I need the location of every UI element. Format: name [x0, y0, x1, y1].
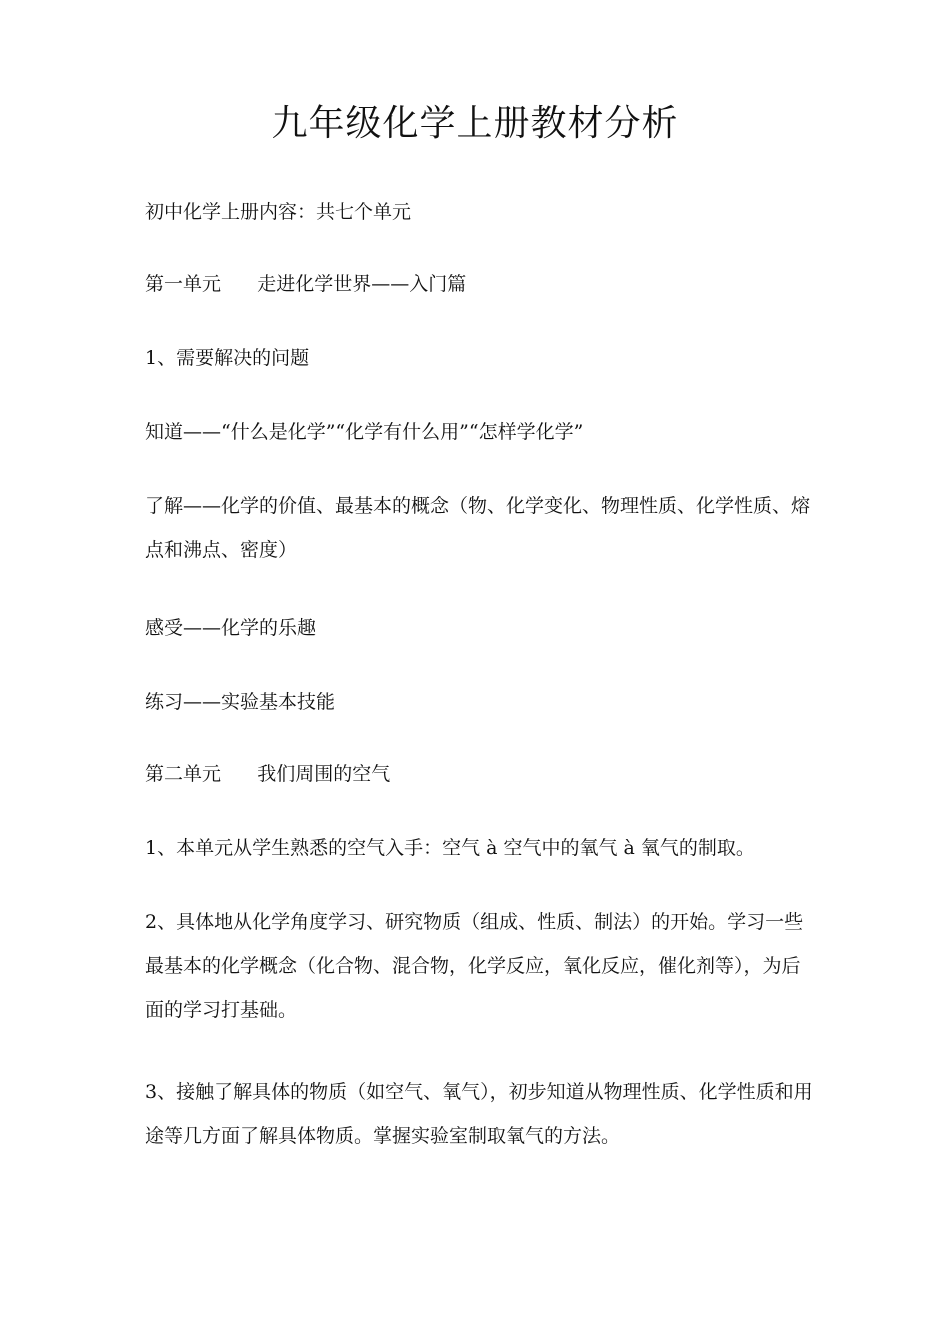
paragraph-unit-two-point-1: 1、本单元从学生熟悉的空气入手：空气 à 空气中的氧气 à 氧气的制取。	[145, 837, 755, 859]
heading-unit-two: 第二单元 我们周围的空气	[145, 763, 391, 785]
paragraph-practice: 练习——实验基本技能	[145, 691, 336, 713]
heading-unit-one: 第一单元 走进化学世界——入门篇	[145, 273, 467, 295]
paragraph-unit-two-point-2: 2、具体地从化学角度学习、研究物质（组成、性质、制法）的开始。学习一些最基本的化学概念（化合物、混合物，化学反应，氧化反应，催化剂等），为后面的学习打基础。	[145, 911, 804, 1021]
paragraph-intro: 初中化学上册内容：共七个单元	[145, 201, 412, 223]
paragraph-unit-two-point-3: 3、接触了解具体的物质（如空气、氧气），初步知道从物理性质、化学性质和用途等几方面了解具体物质。掌握实验室制取氧气的方法。	[145, 1081, 813, 1147]
document-title: 九年级化学上册教材分析	[271, 103, 679, 144]
paragraph-know: 知道——“什么是化学”“化学有什么用”“怎样学化学”	[145, 421, 584, 443]
paragraph-feel: 感受——化学的乐趣	[145, 617, 317, 639]
paragraph-problems: 1、需要解决的问题	[145, 347, 310, 369]
paragraph-understand: 了解——化学的价值、最基本的概念（物、化学变化、物理性质、化学性质、熔点和沸点、密度）	[145, 495, 811, 561]
